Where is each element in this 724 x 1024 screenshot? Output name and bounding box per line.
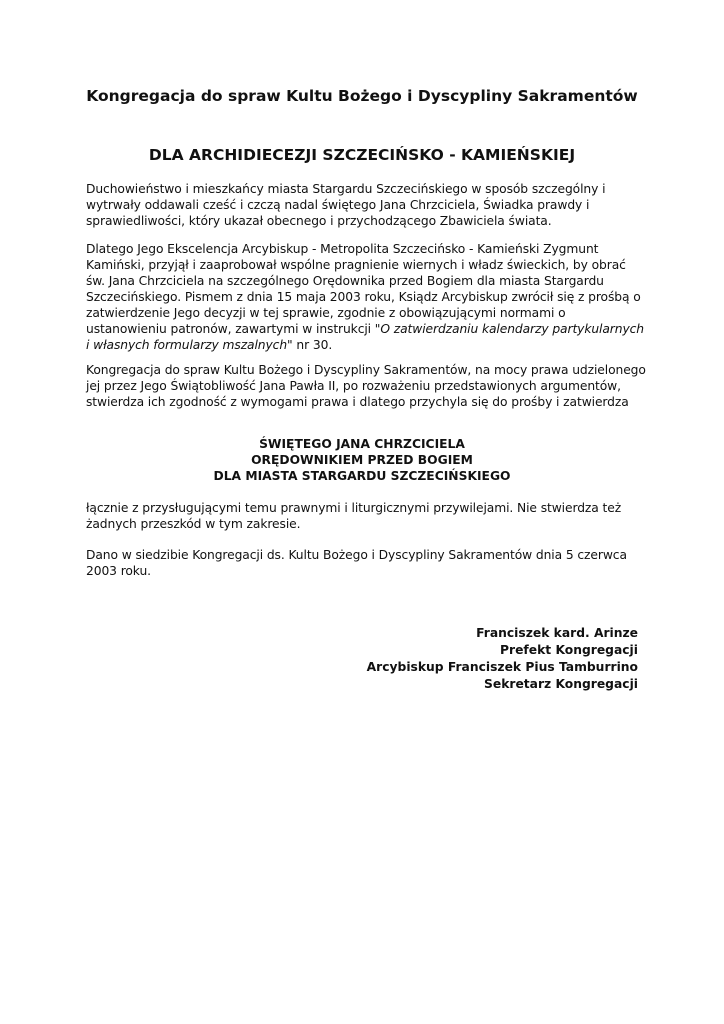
paragraph-2-start: Dlatego Jego Ekscelencja Arcybiskup - Metropolita Szczecińsko - Kamieński Zygmunt Kamiński, przyjął i zaaprobował wspólne pragnienie wiernych i władz świeckich, by obrać św. Jana Chrzciciela na szczególnego Orędownika przed Bogiem dla miasta Stargardu Szczecińskiego. Pismem z dnia 15 maja 2003 roku, Ksiądz Arcybiskup zwrócił się z prośbą o zatwierdzenie Jego decyzji w tej sprawie, zgodnie z obowiązującymi normami o ustanowieniu patronów, zawartymi w instrukcji " bbox=[86, 242, 641, 336]
declaration-line: ŚWIĘTEGO JANA CHRZCICIELA bbox=[259, 437, 465, 451]
paragraph-4: łącznie z przysługującymi temu prawnymi i liturgicznymi przywilejami. Nie stwierdza też żadnych przeszkód w tym zakresie. bbox=[86, 501, 622, 531]
paragraph-1: Duchowieństwo i mieszkańcy miasta Stargardu Szczecińskiego w sposób szczególny i wytrwały oddawali cześć i czczą nadal świętego Jana Chrzciciela, Świadka prawdy i sprawiedliwości, który ukazał obecnego i przychodzącego Zbawiciela świata. bbox=[86, 182, 606, 228]
document-subtitle: DLA ARCHIDIECEZJI SZCZECIŃSKO - KAMIEŃSKIEJ bbox=[148, 146, 576, 164]
paragraph-3: Kongregacja do spraw Kultu Bożego i Dyscypliny Sakramentów, na mocy prawa udzielonego jej przez Jego Świątobliwość Jana Pawła II, po rozważeniu przedstawionych argumentów, stwierdza ich zgodność z wymogami prawa i dlatego przychyla się do prośby i zatwierdza bbox=[86, 363, 646, 409]
document-title: Kongregacja do spraw Kultu Bożego i Dyscypliny Sakramentów bbox=[86, 87, 638, 105]
declaration-block bbox=[86, 436, 638, 484]
signature-line: Arcybiskup Franciszek Pius Tamburrino bbox=[366, 660, 638, 674]
declaration-line: DLA MIASTA STARGARDU SZCZECIŃSKIEGO bbox=[213, 469, 511, 483]
instruction-title: O zatwierdzaniu kalendarzy partykularnych i własnych formularzy mszalnych bbox=[86, 322, 644, 352]
paragraph-5: Dano w siedzibie Kongregacji ds. Kultu Bożego i Dyscypliny Sakramentów dnia 5 czerwca 2003 roku. bbox=[86, 548, 627, 578]
signature-line: Franciszek kard. Arinze bbox=[476, 626, 638, 640]
paragraph-2 bbox=[86, 241, 646, 353]
signature-block bbox=[238, 625, 638, 693]
signature-line: Sekretarz Kongregacji bbox=[484, 677, 638, 691]
paragraph-2-end: " nr 30. bbox=[287, 338, 333, 352]
declaration-line: ORĘDOWNIKIEM PRZED BOGIEM bbox=[251, 453, 473, 467]
signature-line: Prefekt Kongregacji bbox=[500, 643, 638, 657]
